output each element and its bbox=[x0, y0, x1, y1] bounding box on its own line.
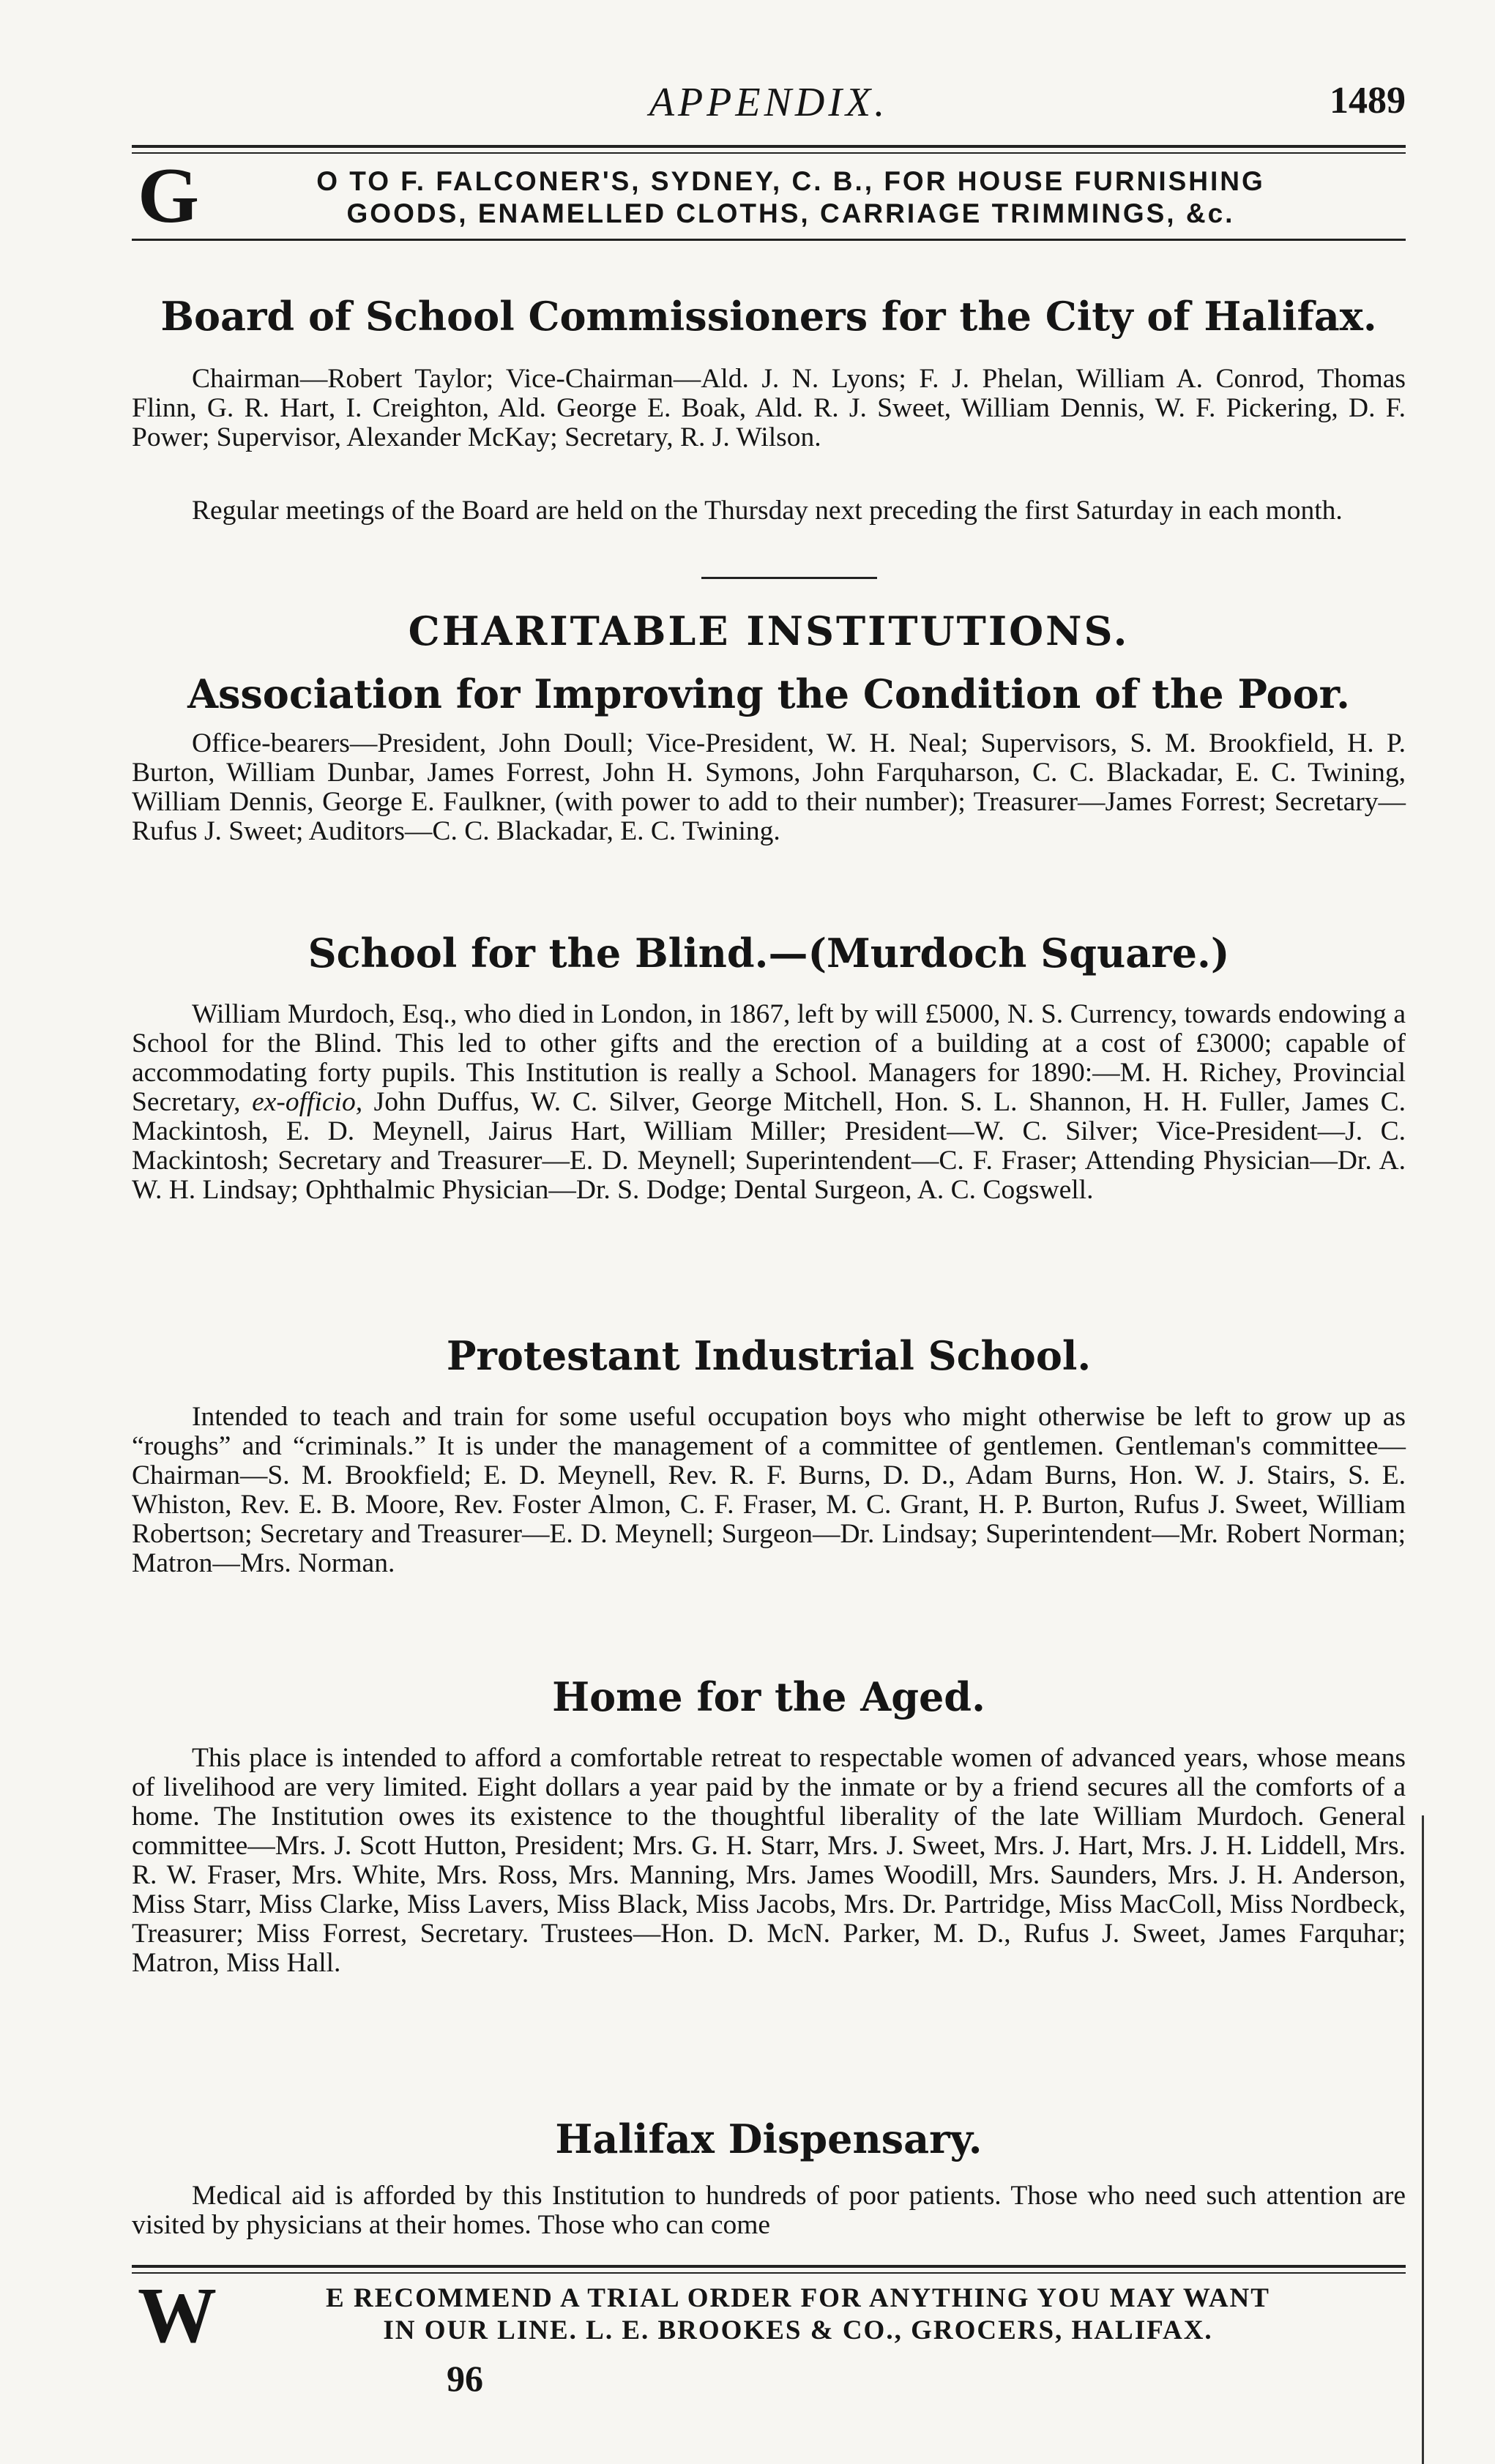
section-heading-charitable: CHARITABLE INSTITUTIONS. bbox=[408, 608, 1130, 654]
ad-drop-cap: W bbox=[138, 2272, 217, 2359]
section-heading-school-board: Board of School Commissioners for the City of Halifax. bbox=[160, 293, 1377, 340]
footer-rule bbox=[132, 2265, 1406, 2274]
section-heading-protestant: Protestant Industrial School. bbox=[446, 1332, 1092, 1379]
section-heading-blind: School for the Blind.—(Murdoch Square.) bbox=[307, 930, 1230, 977]
school-board-meetings: Regular meetings of the Board are held on the Thursday next preceding the first Saturday in each month. bbox=[192, 496, 1343, 526]
ad-drop-cap: G bbox=[138, 152, 200, 239]
aged-home-description: This place is intended to afford a comfortable retreat to respectable women of advanced years, whose means of livelihood are very limited. Eight dollars a year paid by the inmate or by a friend secures all the comforts of a home. The Institution owes its existence to the thoughtful liberality of the late William Murdoch. General committee—Mrs. J. Scott Hutton, President; Mrs. G. H. Starr, Mrs. J. Sweet, Mrs. J. Hart, Mrs. J. H. Liddell, Mrs. R. W. Fraser, Mrs. White, Mrs. Ross, Mrs. Manning, Mrs. James Woodill, Mrs. Saunders, Mrs. J. H. Anderson, Miss Starr, Miss Clarke, Miss Lavers, Miss Black, Miss Jacobs, Mrs. Dr. Partridge, Miss MacColl, Miss Nordbeck, Treasurer; Miss Forrest, Secretary. Trustees—Hon. D. McN. Parker, M. D., Rufus J. Sweet, James Farquhar; Matron, Miss Hall. bbox=[132, 1743, 1406, 1978]
ad-rule bbox=[132, 239, 1406, 241]
school-board-members: Chairman—Robert Taylor; Vice-Chairman—Ald. J. N. Lyons; F. J. Phelan, William A. Conrod, Thomas Flinn, G. R. Hart, I. Creighton, Ald. George E. Boak, Ald. R. J. Sweet, William Dennis, W. F. Pickering, D. F. Power; Supervisor, Alexander McKay; Secretary, R. J. Wilson. bbox=[132, 364, 1406, 452]
blind-school-description bbox=[132, 1000, 1406, 1205]
header-rule bbox=[132, 145, 1406, 154]
blind-text-emphasis: ex-officio, bbox=[252, 1087, 363, 1117]
section-heading-aged: Home for the Aged. bbox=[552, 1673, 985, 1720]
ad-line-2: IN OUR LINE. L. E. BROOKES & CO., GROCERS, HALIFAX. bbox=[383, 2315, 1213, 2345]
page-number: 1489 bbox=[1330, 80, 1406, 122]
blind-text-b: John Duffus, W. C. Silver, George Mitchell, Hon. S. L. Shannon, H. H. Fuller, James C. Mackintosh, E. D. Meynell, Jairus Hart, William Miller; President—W. C. Silver; Vice-President—J. C. Mackintosh; Secretary and Treasurer—E. D. Meynell; Superintendent—C. F. Fraser; Attending Physician—Dr. A. W. H. Lindsay; Ophthalmic Physician—Dr. S. Dodge; Dental Surgeon, A. C. Cogswell. bbox=[132, 1087, 1406, 1205]
ad-line-1: E RECOMMEND A TRIAL ORDER FOR ANYTHING YOU MAY WANT bbox=[326, 2283, 1270, 2313]
association-officers: Office-bearers—President, John Doull; Vice-President, W. H. Neal; Supervisors, S. M. Brookfield, H. P. Burton, William Dunbar, James Forrest, John H. Symons, John Farquharson, C. C. Blackadar, E. C. Twining, William Dennis, George E. Faulkner, (with power to add to their number); Treasurer—James Forrest; Secretary—Rufus J. Sweet; Auditors—C. C. Blackadar, E. C. Twining. bbox=[132, 728, 1406, 846]
binding-edge-line bbox=[1422, 1815, 1424, 2464]
bottom-advertisement bbox=[132, 2272, 1406, 2359]
ad-line-2: GOODS, ENAMELLED CLOTHS, CARRIAGE TRIMMINGS, &c. bbox=[346, 198, 1235, 228]
section-heading-association: Association for Improving the Condition of the Poor. bbox=[187, 671, 1350, 717]
blind-text-a: William Murdoch, Esq., who died in London, in 1867, left by will £5000, N. S. Currency, towards endowing a School for the Blind. This led to other gifts and the erection of a building at a cost of £3000; capable of accommodating forty pupils. This Institution is really a School. Managers for 1890:—M. H. Richey, Provincial Secretary, bbox=[132, 999, 1406, 1117]
protestant-school-description: Intended to teach and train for some useful occupation boys who might otherwise be left to grow up as “roughs” and “criminals.” It is under the management of a committee of gentlemen. Gentleman's committee—Chairman—S. M. Brookfield; E. D. Meynell, Rev. R. F. Burns, D. D., Adam Burns, Hon. W. J. Stairs, S. E. Whiston, Rev. E. B. Moore, Rev. Foster Almon, C. F. Fraser, M. C. Grant, H. P. Burton, Rufus J. Sweet, William Robertson; Secretary and Treasurer—E. D. Meynell; Surgeon—Dr. Lindsay; Superintendent—Mr. Robert Norman; Matron—Mrs. Norman. bbox=[132, 1402, 1406, 1578]
running-title: APPENDIX. bbox=[649, 80, 889, 125]
ad-line-1: O TO F. FALCONER'S, SYDNEY, C. B., FOR HOUSE FURNISHING bbox=[316, 166, 1265, 196]
top-advertisement bbox=[132, 152, 1406, 239]
section-divider bbox=[701, 577, 877, 579]
signature-mark: 96 bbox=[447, 2358, 483, 2399]
page-header bbox=[132, 73, 1406, 132]
section-heading-dispensary: Halifax Dispensary. bbox=[555, 2116, 983, 2162]
dispensary-description: Medical aid is afforded by this Institution to hundreds of poor patients. Those who need such attention are visited by physicians at their homes. Those who can come bbox=[132, 2181, 1406, 2240]
